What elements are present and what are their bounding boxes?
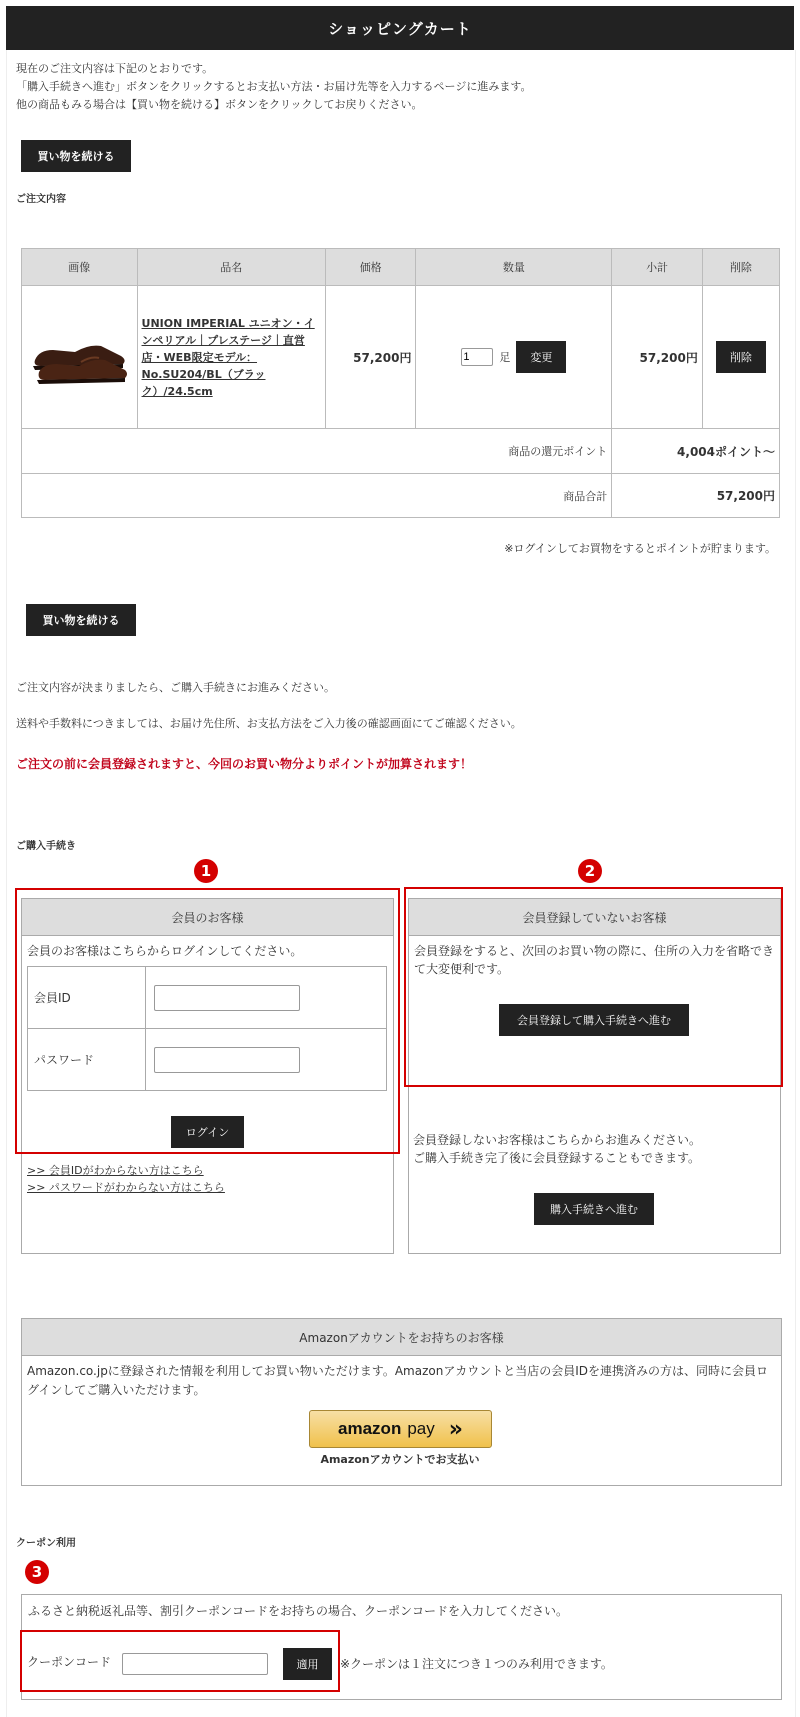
forgot-password-link[interactable]: >> パスワードがわからない方はこちら	[27, 1181, 225, 1194]
quantity-unit: 足	[499, 351, 511, 364]
member-login-text: 会員のお客様はこちらからログインしてください。	[27, 944, 303, 958]
total-label: 商品合計	[22, 474, 612, 518]
amazon-pay-caption: Amazonアカウントでお支払い	[320, 1453, 480, 1466]
product-image-cell	[22, 286, 138, 429]
info-line-2: 送料や手数料につきましては、お届け先住所、お支払方法をご入力後の確認画面にてご確認ください。	[16, 717, 522, 730]
points-row	[22, 429, 780, 474]
amazon-pay-word-1: amazon	[338, 1419, 402, 1438]
highlight-frame-2	[404, 887, 783, 1087]
guest-checkout-line-2: ご購入手続き完了後に会員登録することもできます。	[413, 1151, 701, 1165]
total-value: 57,200円	[612, 474, 780, 518]
purchase-heading: ご購入手続き	[16, 841, 76, 852]
amazon-pay-button[interactable]	[309, 1410, 492, 1448]
subtotal-cell: 57,200円	[612, 286, 703, 429]
highlight-frame-3	[20, 1630, 340, 1692]
delete-item-button[interactable]: 削除	[716, 341, 766, 373]
badge-1: 1	[194, 859, 218, 883]
page-header	[6, 6, 794, 50]
coupon-heading: クーポン利用	[16, 1538, 76, 1549]
coupon-note: ※クーポンは１注文につき１つのみ利用できます。	[340, 1657, 613, 1671]
login-button[interactable]: ログイン	[171, 1116, 244, 1148]
guest-checkout-button[interactable]: 購入手続きへ進む	[534, 1193, 654, 1225]
chevrons-right-icon: »	[448, 1416, 463, 1442]
col-delete: 削除	[702, 249, 779, 286]
col-image: 画像	[22, 249, 138, 286]
col-subtotal: 小計	[612, 249, 703, 286]
forgot-id-link[interactable]: >> 会員IDがわからない方はこちら	[27, 1164, 204, 1177]
quantity-input[interactable]	[461, 348, 493, 366]
coupon-text: ふるさと納税返礼品等、割引クーポンコードをお持ちの場合、クーポンコードを入力してください。	[28, 1604, 569, 1618]
points-value: 4,004ポイント〜	[612, 429, 780, 474]
member-id-label: 会員ID	[28, 967, 146, 1029]
intro-line-1: 現在のご注文内容は下記のとおりです。	[16, 62, 214, 75]
info-line-1: ご注文内容が決まりましたら、ご購入手続きにお進みください。	[16, 681, 335, 694]
badge-2: 2	[578, 859, 602, 883]
amazon-pay-word-2: pay	[407, 1419, 435, 1438]
amazon-text: Amazon.co.jpに登録された情報を利用してお買い物いただけます。Amazonアカウントと当店の会員IDを連携済みの方は、同時に会員ログインしてご購入いただけます。	[27, 1364, 769, 1397]
guest-checkout-line-1: 会員登録しないお客様はこちらからお進みください。	[413, 1133, 702, 1147]
change-quantity-button[interactable]: 変更	[516, 341, 566, 373]
coupon-apply-button[interactable]: 適用	[283, 1648, 332, 1680]
intro-line-2: 「購入手続きへ進む」ボタンをクリックするとお支払い方法・お届け先等を入力するページに進みます。	[16, 80, 532, 93]
delete-cell	[702, 286, 779, 429]
highlight-frame-1	[15, 888, 400, 1154]
table-row	[22, 286, 780, 429]
cart-table	[21, 248, 780, 518]
member-box-title: 会員のお客様	[22, 899, 393, 936]
total-row	[22, 474, 780, 518]
points-label: 商品の還元ポイント	[22, 429, 612, 474]
badge-3: 3	[25, 1560, 49, 1584]
points-promo-text: ご注文の前に会員登録されますと、今回のお買い物分よりポイントが加算されます！	[16, 757, 473, 771]
cart-header-row	[22, 249, 780, 286]
intro-line-3: 他の商品もみる場合は【買い物を続ける】ボタンをクリックしてお戻りください。	[16, 98, 423, 111]
continue-shopping-button-top[interactable]: 買い物を続ける	[21, 140, 131, 172]
coupon-code-label: クーポンコード	[27, 1655, 112, 1669]
quantity-cell	[416, 286, 612, 429]
order-heading: ご注文内容	[16, 194, 66, 205]
page-title: ショッピングカート	[328, 19, 472, 38]
login-note: ※ログインしてお買物をするとポイントが貯まります。	[504, 542, 776, 555]
password-label: パスワード	[28, 1029, 146, 1091]
amazon-box-title: Amazonアカウントをお持ちのお客様	[22, 1319, 781, 1356]
continue-shopping-button-bottom[interactable]: 買い物を続ける	[26, 604, 136, 636]
register-and-checkout-button[interactable]: 会員登録して購入手続きへ進む	[499, 1004, 689, 1036]
shoe-image	[29, 326, 129, 386]
col-name: 品名	[137, 249, 325, 286]
intro-text	[16, 60, 786, 114]
product-name-link[interactable]: UNION IMPERIAL ユニオン・インペリアル｜プレステージ｜直営店・WEB限定モデル：No.SU204/BL（ブラック）/24.5cm	[141, 316, 315, 398]
product-name-cell	[137, 286, 325, 429]
guest-register-text: 会員登録をすると、次回のお買い物の際に、住所の入力を省略できて大変便利です。	[414, 944, 775, 976]
price-cell: 57,200円	[325, 286, 416, 429]
guest-box-title: 会員登録していないお客様	[409, 899, 780, 936]
col-price: 価格	[325, 249, 416, 286]
guest-checkout-text	[413, 1131, 773, 1167]
col-qty: 数量	[416, 249, 612, 286]
